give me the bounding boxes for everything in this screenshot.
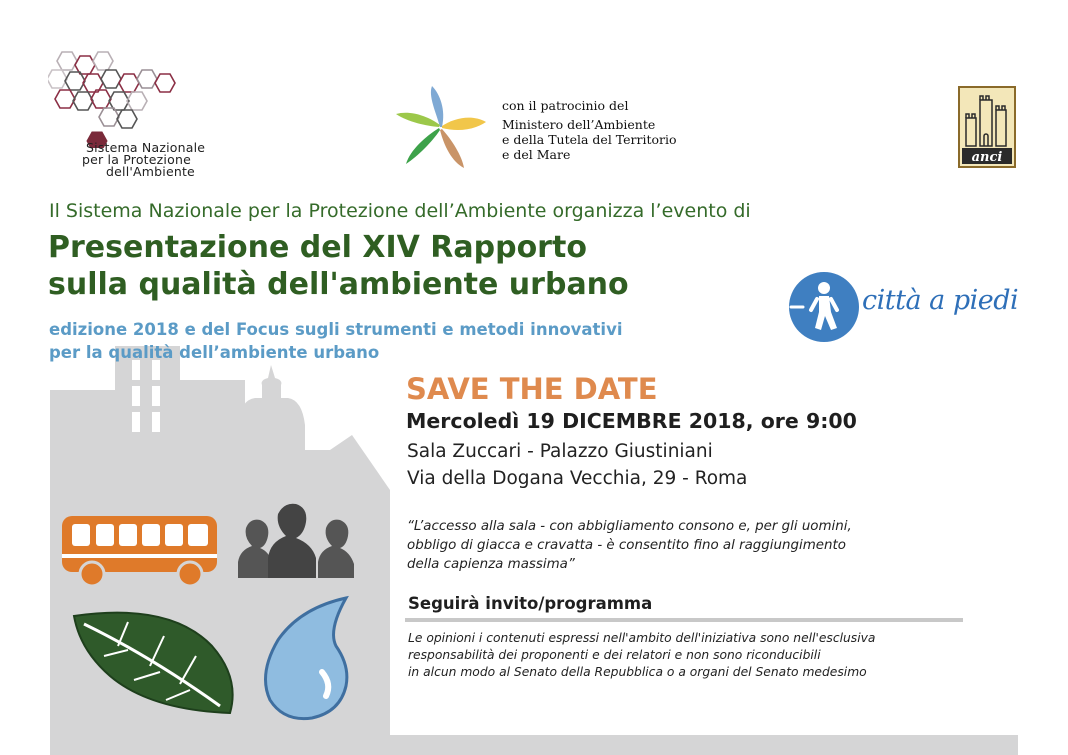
- event-title: [48, 229, 629, 303]
- disclaimer-line3: in alcun modo al Senato della Repubblica o a organi del Senato medesimo: [408, 665, 867, 679]
- anci-logo: [958, 86, 1016, 168]
- snpa-logo-text: [82, 142, 205, 178]
- snpa-logo-line3: dell'Ambiente: [106, 164, 195, 179]
- star-logo-icon: [392, 82, 492, 172]
- snpa-logo-line2: per la Protezione: [82, 152, 191, 167]
- event-date: Mercoledì 19 DICEMBRE 2018, ore 9:00: [406, 409, 857, 433]
- anci-castle-icon: [960, 88, 1014, 166]
- ministry-line2: e della Tutela del Territorio: [502, 132, 677, 147]
- save-the-date-heading: SAVE THE DATE: [406, 372, 658, 406]
- follow-invite-text: Seguirà invito/programma: [408, 594, 653, 613]
- venue-address: Via della Dogana Vecchia, 29 - Roma: [407, 468, 748, 489]
- citta-a-piedi-text: città a piedi: [862, 285, 1019, 316]
- dress-code-line2: obbligo di giacca e cravatta - è consentito fino al raggiungimento: [407, 538, 846, 553]
- anci-logo-text: anci: [971, 150, 1003, 165]
- hexagon-network-icon: [48, 48, 188, 148]
- event-subtitle-line2: per la qualità dell’ambiente urbano: [49, 343, 380, 362]
- citta-a-piedi-badge: [789, 272, 859, 342]
- event-subtitle-line1: edizione 2018 e del Focus sugli strumenti e metodi innovativi: [49, 320, 623, 339]
- disclaimer-line1: Le opinioni i contenuti espressi nell'ambito dell'iniziativa sono nell'esclusiva: [408, 631, 876, 645]
- ministry-text: [502, 98, 677, 162]
- snpa-logo-line1: Sistema Nazionale: [86, 140, 206, 155]
- dress-code-note: [407, 517, 967, 574]
- patronage-label: con il patrocinio del: [502, 98, 629, 113]
- disclaimer-text: [408, 630, 968, 681]
- event-subtitle: [49, 318, 623, 364]
- ministry-line3: e del Mare: [502, 147, 571, 162]
- event-title-line1: Presentazione del XIV Rapporto: [48, 230, 587, 265]
- divider: [405, 618, 963, 622]
- snpa-logo: [48, 48, 263, 188]
- venue-name: Sala Zuccari - Palazzo Giustiniani: [407, 441, 713, 462]
- dress-code-line3: della capienza massima”: [407, 557, 575, 572]
- dress-code-line1: “L’accesso alla sala - con abbigliamento consono e, per gli uomini,: [407, 519, 852, 534]
- event-title-line2: sulla qualità dell'ambiente urbano: [48, 267, 629, 302]
- ministry-logo: [392, 82, 692, 172]
- walking-person-icon: [789, 272, 859, 342]
- disclaimer-line2: responsabilità dei proponenti e dei relatori e non sono riconducibili: [408, 648, 821, 662]
- intro-text: Il Sistema Nazionale per la Protezione dell’Ambiente organizza l’evento di: [49, 200, 751, 222]
- ministry-line1: Ministero dell’Ambiente: [502, 117, 656, 132]
